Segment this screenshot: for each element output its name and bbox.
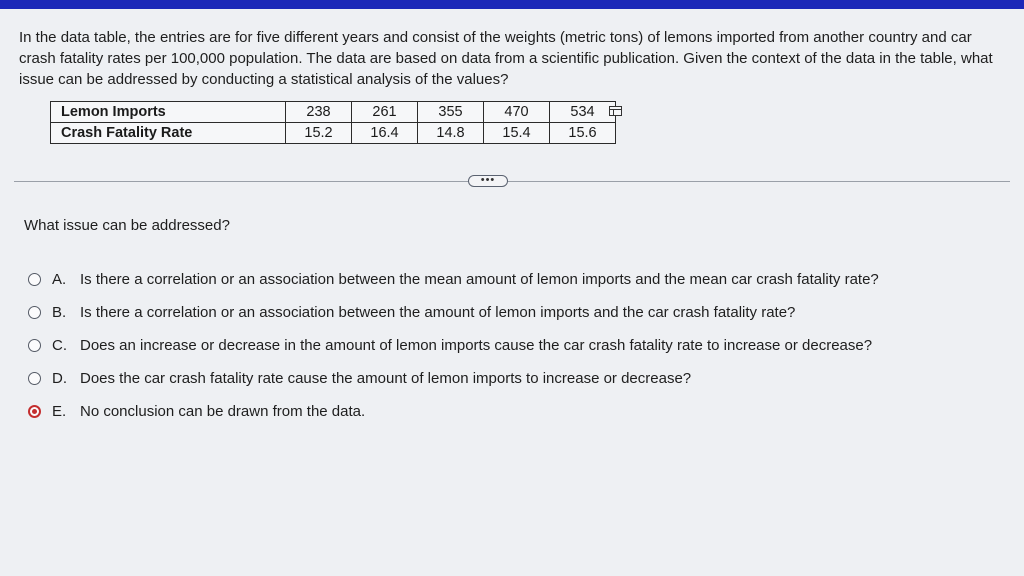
table-cell: 261 — [352, 102, 418, 123]
radio-button[interactable] — [28, 339, 41, 352]
option-letter: E. — [52, 403, 67, 420]
more-button[interactable]: ••• — [468, 175, 508, 187]
table-cell: 15.6 — [550, 123, 616, 144]
table-cell: 16.4 — [352, 123, 418, 144]
option-c[interactable] — [28, 329, 988, 362]
table-row — [51, 123, 616, 144]
table-cell: 534 — [550, 102, 616, 123]
section-divider — [14, 181, 1010, 182]
option-e[interactable] — [28, 395, 988, 428]
option-b[interactable] — [28, 296, 988, 329]
option-letter: D. — [52, 370, 67, 387]
table-row — [51, 102, 616, 123]
row-label-lemon-imports: Lemon Imports — [51, 102, 286, 123]
option-letter: C. — [52, 337, 67, 354]
option-text: Does an increase or decrease in the amount of lemon imports cause the car crash fatality rate to increase or decrease? — [80, 337, 873, 354]
header-bar — [0, 0, 1024, 9]
data-table — [50, 101, 616, 144]
answer-options — [28, 263, 988, 428]
radio-button[interactable] — [28, 405, 41, 418]
option-text: No conclusion can be drawn from the data. — [80, 403, 366, 420]
option-d[interactable] — [28, 362, 988, 395]
option-a[interactable] — [28, 263, 988, 296]
table-cell: 238 — [286, 102, 352, 123]
option-text: Is there a correlation or an association between the amount of lemon imports and the car crash fatality rate? — [80, 304, 796, 321]
table-cell: 470 — [484, 102, 550, 123]
option-text: Is there a correlation or an association between the mean amount of lemon imports and the mean car crash fatality rate? — [80, 271, 879, 288]
option-letter: B. — [52, 304, 67, 321]
question-text: In the data table, the entries are for five different years and consist of the weights (metric tons) of lemons imported from another country and car crash fatality rates per 100,000 population. The data are based on data from a scientific publication. Given the context of the data in the table, what issue can be addressed by conducting a statistical analysis of the values? — [19, 29, 993, 88]
table-cell: 15.4 — [484, 123, 550, 144]
prompt-text: What issue can be addressed? — [24, 217, 230, 234]
radio-button[interactable] — [28, 306, 41, 319]
table-cell: 355 — [418, 102, 484, 123]
option-text: Does the car crash fatality rate cause the amount of lemon imports to increase or decrease? — [80, 370, 692, 387]
radio-button[interactable] — [28, 372, 41, 385]
radio-button[interactable] — [28, 273, 41, 286]
table-cell: 15.2 — [286, 123, 352, 144]
option-letter: A. — [52, 271, 67, 288]
table-cell: 14.8 — [418, 123, 484, 144]
row-label-crash-fatality-rate: Crash Fatality Rate — [51, 123, 286, 144]
expand-table-icon[interactable] — [609, 106, 622, 116]
